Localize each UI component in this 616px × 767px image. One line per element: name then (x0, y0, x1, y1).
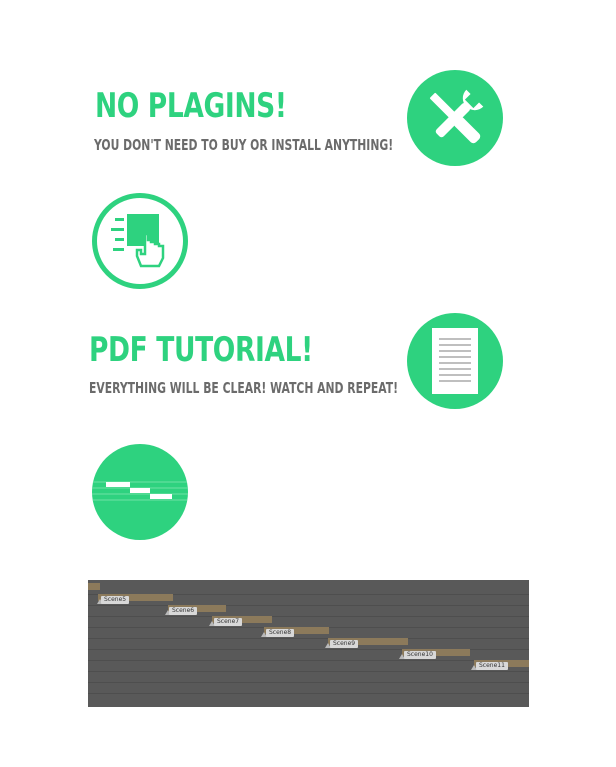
feature-title: PDF TUTORIAL! (89, 330, 313, 370)
document-icon (407, 313, 503, 409)
layer-label: Scene6 (169, 607, 197, 615)
timeline-bars-icon (92, 444, 188, 540)
timeline-panel (88, 580, 529, 707)
feature-subtitle: YOU DON'T NEED TO BUY OR INSTALL ANYTHING! (94, 136, 394, 154)
layer-label: Scene7 (214, 618, 242, 626)
layer-label: Scene5 (101, 596, 129, 604)
wrench-screwdriver-icon (407, 70, 503, 166)
clip-bar (88, 583, 100, 590)
feature-title: NO PLAGINS! (95, 86, 287, 126)
drag-hand-icon (92, 193, 188, 289)
feature-subtitle: EVERYTHING WILL BE CLEAR! WATCH AND REPEAT! (89, 379, 399, 397)
layer-label: Scene9 (330, 640, 358, 648)
layer-label: Scene8 (266, 629, 294, 637)
layer-label: Scene11 (476, 662, 508, 670)
layer-label: Scene10 (404, 651, 436, 659)
